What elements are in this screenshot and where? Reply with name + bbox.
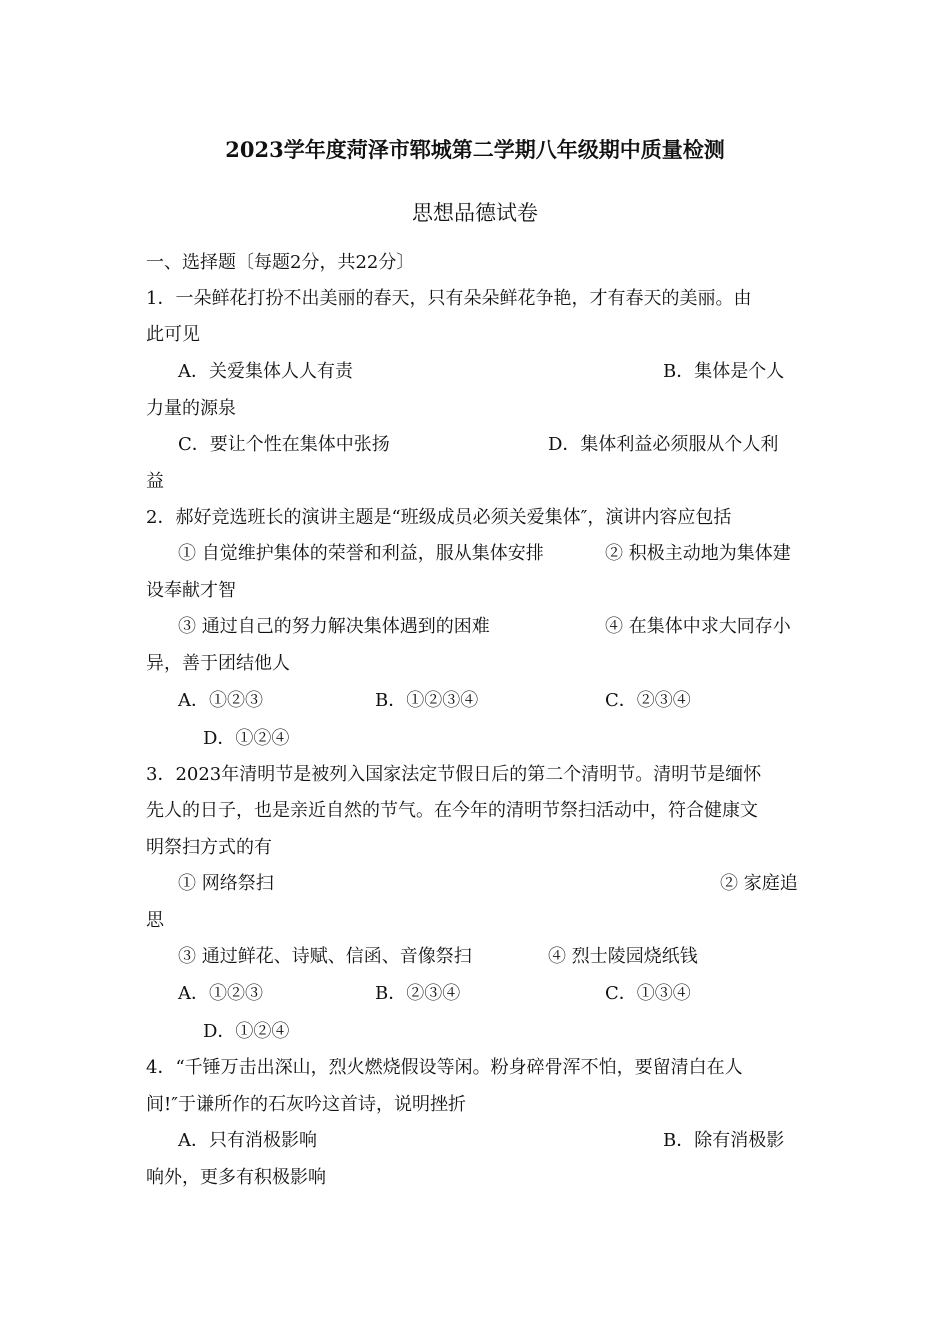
q1-option-d-continued: 益 — [146, 471, 164, 492]
q2-option-d: D．①②④ — [203, 728, 290, 749]
section-heading: 一、选择题〔每题2分，共22分〕 — [146, 252, 415, 273]
q3-stem-line-2: 先人的日子，也是亲近自然的节气。在今年的清明节祭扫活动中，符合健康文 — [146, 800, 758, 821]
q1-option-c: C．要让个性在集体中张扬 — [178, 434, 390, 455]
q3-item-4: ④ 烈士陵园烧纸钱 — [548, 946, 698, 967]
q2-stem-line-1: 2．郝好竞选班长的演讲主题是“班级成员必须关爱集体″，演讲内容应包括 — [146, 507, 732, 528]
q2-item-1: ① 自觉维护集体的荣誉和利益，服从集体安排 — [178, 543, 544, 564]
q3-option-a: A．①②③ — [178, 983, 263, 1004]
q1-stem-line-2: 此可见 — [146, 324, 200, 345]
q3-item-2-continued: 思 — [146, 910, 164, 931]
q3-option-b: B．②③④ — [375, 983, 461, 1004]
q2-item-2: ② 积极主动地为集体建 — [605, 543, 791, 564]
q2-item-4-continued: 异，善于团结他人 — [146, 653, 290, 674]
q4-stem-line-2: 间!″于谦所作的石灰吟这首诗，说明挫折 — [146, 1094, 466, 1115]
q3-option-d: D．①②④ — [203, 1021, 290, 1042]
q1-option-a: A．关爱集体人人有责 — [178, 361, 353, 382]
q4-option-b-continued: 响外，更多有积极影响 — [146, 1167, 326, 1188]
q3-item-3: ③ 通过鲜花、诗赋、信函、音像祭扫 — [178, 946, 472, 967]
q1-option-d: D．集体利益必须服从个人利 — [548, 434, 779, 455]
q2-option-b: B．①②③④ — [375, 690, 479, 711]
q2-item-4: ④ 在集体中求大同存小 — [605, 616, 791, 637]
q4-option-a: A．只有消极影响 — [178, 1130, 317, 1151]
q4-option-b: B．除有消极影 — [663, 1130, 785, 1151]
q2-option-c: C．②③④ — [605, 690, 691, 711]
q2-option-a: A．①②③ — [178, 690, 263, 711]
q3-item-1: ① 网络祭扫 — [178, 873, 274, 894]
q1-option-b-continued: 力量的源泉 — [146, 398, 236, 419]
q3-item-2: ② 家庭追 — [720, 873, 798, 894]
q3-stem-line-3: 明祭扫方式的有 — [146, 837, 272, 858]
exam-title: 2023学年度菏泽市郓城第二学期八年级期中质量检测 — [225, 137, 725, 162]
q3-stem-line-1: 3．2023年清明节是被列入国家法定节假日后的第二个清明节。清明节是缅怀 — [146, 764, 762, 785]
q3-option-c: C．①③④ — [605, 983, 691, 1004]
q4-stem-line-1: 4．“千锤万击出深山，烈火燃烧假设等闲。粉身碎骨浑不怕，要留清白在人 — [146, 1057, 743, 1078]
q1-option-b: B．集体是个人 — [663, 361, 785, 382]
exam-subtitle: 思想品德试卷 — [412, 201, 538, 225]
q2-item-2-continued: 设奉献才智 — [146, 580, 236, 601]
q2-item-3: ③ 通过自己的努力解决集体遇到的困难 — [178, 616, 490, 637]
q1-stem-line-1: 1．一朵鲜花打扮不出美丽的春天，只有朵朵鲜花争艳，才有春天的美丽。由 — [146, 288, 752, 309]
